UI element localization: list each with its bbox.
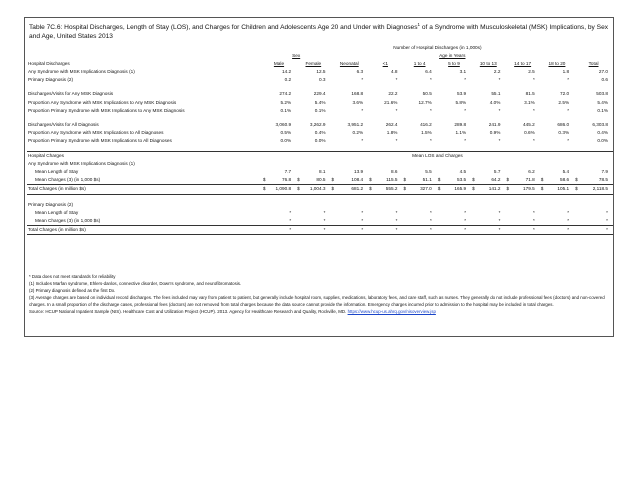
- value-cell: 274.2: [279, 91, 292, 97]
- value-text: 78.5: [598, 177, 608, 183]
- value-cell: [262, 209, 296, 217]
- table-row: [27, 129, 613, 137]
- value-cell: 6,303.8: [592, 121, 608, 127]
- row-label: Proportion Any Syndrome with MSK Implications to Any MSK Diagnosis: [28, 99, 177, 105]
- value-cell: [540, 225, 574, 234]
- value-text: 555.2: [385, 186, 398, 192]
- row-label: Mean Charges (3) (in 1,000 $s): [27, 217, 262, 226]
- value-cell: [574, 217, 613, 226]
- discharge-table: [27, 44, 613, 235]
- column-header: 14 to 17: [514, 61, 532, 67]
- value-text: *: [395, 217, 398, 223]
- value-cell: 0.0%: [280, 137, 292, 143]
- value-text: *: [361, 226, 364, 232]
- dollar-sign: $: [297, 186, 300, 192]
- value-cell: [505, 185, 539, 194]
- value-cell: *: [464, 107, 467, 113]
- value-text: *: [289, 226, 292, 232]
- table-row: [27, 201, 613, 209]
- value-cell: [540, 209, 574, 217]
- value-cell: [437, 209, 471, 217]
- value-cell: *: [532, 107, 535, 113]
- blank-cell: [574, 52, 613, 60]
- value-cell: [262, 176, 296, 185]
- age-header: Age in Years: [439, 53, 466, 59]
- value-cell: [368, 209, 402, 217]
- value-cell: [296, 209, 330, 217]
- source-link[interactable]: https://www.hcup-us.ahrq.gov/nisoverview.jsp: [347, 309, 436, 315]
- value-text: *: [464, 217, 467, 223]
- value-cell: 416.2: [420, 121, 432, 127]
- value-text: *: [464, 226, 467, 232]
- value-cell: 27.0: [598, 69, 608, 75]
- value-text: *: [429, 226, 432, 232]
- section-title: Hospital Discharges: [28, 61, 70, 67]
- value-cell: 0.2: [284, 77, 292, 83]
- value-cell: 2.2: [493, 69, 501, 75]
- table-row: [27, 76, 613, 84]
- dollar-sign: $: [403, 177, 407, 183]
- table-row: [27, 99, 613, 107]
- value-cell: [402, 168, 436, 176]
- value-text: 5.7: [493, 169, 501, 175]
- value-text: *: [323, 226, 326, 232]
- dollar-sign: $: [472, 186, 475, 192]
- table-row: [27, 225, 613, 234]
- dollar-sign: $: [369, 186, 372, 192]
- row-label: Discharges/Visits for Any MSK Diagnosis: [28, 91, 114, 97]
- value-text: 80.5: [316, 177, 326, 183]
- value-text: 8.6: [390, 169, 398, 175]
- value-cell: [574, 176, 613, 185]
- value-cell: *: [498, 137, 501, 143]
- row-label: Any Syndrome with MSK Implications Diagnosis (1): [28, 69, 135, 75]
- table-row: [27, 68, 613, 76]
- value-text: 108.4: [351, 177, 364, 183]
- blank-cell: [27, 44, 262, 52]
- value-cell: [540, 176, 574, 185]
- value-cell: 4.8: [390, 69, 398, 75]
- blank-cell: [27, 52, 262, 60]
- value-cell: [437, 168, 471, 176]
- value-text: 76.8: [282, 177, 292, 183]
- row-label: Mean Length of Stay: [35, 209, 79, 215]
- value-cell: [437, 225, 471, 234]
- value-text: 71.8: [525, 177, 535, 183]
- value-text: *: [289, 217, 292, 223]
- value-cell: [574, 168, 613, 176]
- value-cell: [540, 168, 574, 176]
- table-row: [27, 217, 613, 226]
- value-text: *: [395, 226, 398, 232]
- value-text: 8.1: [318, 169, 326, 175]
- source-text: Source: HCUP National Inpatient Sample (NIS). Healthcare Cost and Utilization Project (HCUP). 2013. Agency for Healthcare Research and Quality, Rockville, MD.: [29, 309, 347, 315]
- value-cell: *: [429, 77, 432, 83]
- value-cell: [437, 217, 471, 226]
- value-cell: [402, 176, 436, 185]
- value-cell: [505, 168, 539, 176]
- value-cell: 72.0: [559, 91, 570, 97]
- value-cell: 445.2: [523, 121, 535, 127]
- value-cell: 21.6%: [384, 99, 398, 105]
- table-title: [29, 20, 611, 41]
- table-row: [27, 90, 613, 98]
- value-cell: [330, 168, 368, 176]
- value-cell: 0.0%: [597, 137, 608, 143]
- value-cell: 0.0%: [314, 137, 326, 143]
- value-text: 6.2: [528, 169, 535, 175]
- value-cell: *: [498, 107, 501, 113]
- value-text: 7.9: [601, 169, 608, 175]
- value-cell: 503.8: [596, 91, 608, 97]
- value-cell: *: [395, 77, 398, 83]
- value-cell: [437, 176, 471, 185]
- dollar-sign: $: [331, 177, 335, 183]
- table-notes: [29, 273, 611, 316]
- column-header: 5 to 9: [448, 61, 460, 67]
- value-cell: 12.5: [316, 69, 326, 75]
- table-row: [27, 160, 613, 168]
- value-cell: *: [567, 107, 570, 113]
- value-cell: [471, 185, 505, 194]
- dollar-sign: $: [262, 186, 266, 192]
- column-header: 1 to 4: [413, 61, 426, 67]
- value-cell: [540, 185, 574, 194]
- value-text: 58.6: [559, 177, 570, 183]
- value-text: *: [361, 217, 364, 223]
- note-1: (1) Includes Marfan syndrome, Ehlers-danlos, connective disorder, Down's syndrome, and neurofibromatosis.: [29, 281, 242, 287]
- value-text: 2,118.5: [592, 186, 608, 192]
- value-cell: 14.2: [282, 69, 292, 75]
- value-text: 1,090.8: [275, 186, 292, 192]
- table-row: [27, 185, 613, 194]
- value-cell: [296, 176, 330, 185]
- value-text: *: [323, 217, 326, 223]
- dollar-sign: $: [575, 186, 578, 192]
- value-cell: [368, 176, 402, 185]
- row-label: Total Charges (in million $s): [27, 185, 262, 194]
- note-reliability: * Data does not meet standards for reliability: [29, 274, 116, 279]
- dollar-sign: $: [506, 186, 510, 192]
- value-cell: 289.8: [454, 121, 467, 127]
- title-text-continued: of a Syndrome with Musculoskeletal (MSK) Implications, by Sex and Age, United States 2013: [29, 24, 609, 41]
- column-header: Total: [588, 61, 599, 67]
- column-header: Neonatal: [339, 61, 359, 67]
- dollar-sign: $: [506, 177, 510, 183]
- title-footnote-marker: 1: [417, 22, 421, 27]
- value-cell: [296, 185, 330, 194]
- value-cell: [262, 225, 296, 234]
- value-cell: [368, 225, 402, 234]
- value-cell: *: [498, 77, 501, 83]
- value-cell: 0.1%: [597, 107, 608, 113]
- value-cell: [330, 209, 368, 217]
- value-text: *: [361, 209, 364, 215]
- table-row: [27, 60, 613, 68]
- value-text: 115.5: [386, 177, 398, 183]
- table-row: [27, 44, 613, 52]
- table-row: [27, 176, 613, 185]
- value-cell: *: [532, 77, 535, 83]
- any-syndrome-label: Any Syndrome with MSK Implications Diagnosis (1): [28, 161, 135, 167]
- value-cell: 0.3%: [558, 129, 570, 135]
- value-cell: 2.5%: [558, 99, 570, 105]
- column-header: Male: [273, 61, 285, 67]
- value-cell: *: [464, 77, 467, 83]
- value-text: 51.1: [422, 177, 432, 183]
- value-text: 327.0: [420, 186, 432, 192]
- value-cell: *: [395, 107, 398, 113]
- value-cell: 6.4: [425, 69, 432, 75]
- value-cell: [296, 217, 330, 226]
- value-cell: [402, 217, 436, 226]
- dollar-sign: $: [403, 186, 407, 192]
- value-cell: *: [429, 107, 432, 113]
- value-cell: [574, 209, 613, 217]
- value-text: *: [606, 209, 608, 215]
- dollar-sign: $: [575, 177, 578, 183]
- table-row: [27, 52, 613, 60]
- value-cell: *: [429, 137, 432, 143]
- value-cell: 4.0%: [489, 99, 501, 105]
- value-cell: 168.8: [351, 91, 364, 97]
- value-cell: 241.9: [488, 121, 501, 127]
- value-cell: 686.0: [557, 121, 570, 127]
- value-cell: [437, 185, 471, 194]
- table-row: [27, 152, 613, 161]
- value-cell: [471, 168, 505, 176]
- value-text: *: [498, 209, 501, 215]
- dollar-sign: $: [262, 177, 266, 183]
- value-cell: 50.5: [422, 91, 432, 97]
- value-text: *: [498, 217, 501, 223]
- value-cell: 0.2%: [352, 129, 364, 135]
- value-text: *: [429, 217, 432, 223]
- value-cell: [296, 225, 330, 234]
- value-cell: 3,951.2: [347, 121, 364, 127]
- value-cell: [262, 185, 296, 194]
- value-text: 13.9: [354, 169, 364, 175]
- value-text: *: [567, 209, 570, 215]
- value-cell: *: [567, 137, 570, 143]
- value-text: *: [395, 209, 398, 215]
- value-cell: 3,060.9: [275, 121, 292, 127]
- value-cell: *: [361, 77, 364, 83]
- row-label: Proportion Primary Syndrome with MSK Implications to All Diagnoses: [28, 137, 172, 143]
- value-text: *: [464, 209, 467, 215]
- value-cell: [296, 168, 330, 176]
- value-text: 7.7: [284, 169, 292, 175]
- value-cell: [330, 185, 368, 194]
- value-text: 4.5: [459, 169, 467, 175]
- value-cell: [368, 217, 402, 226]
- value-cell: 0.1%: [314, 107, 326, 113]
- value-cell: 0.4%: [597, 129, 608, 135]
- value-text: *: [567, 226, 570, 232]
- dollar-sign: $: [437, 186, 441, 192]
- value-cell: 12.7%: [418, 99, 432, 105]
- value-text: 5.5: [425, 169, 432, 175]
- column-header: <1: [382, 61, 388, 67]
- table-row: [27, 209, 613, 217]
- value-cell: 0.6%: [524, 129, 535, 135]
- value-text: 53.5: [457, 177, 467, 183]
- value-cell: 3.1: [459, 69, 467, 75]
- value-cell: 5.8%: [455, 99, 467, 105]
- charges-section-title: Hospital Charges: [27, 152, 262, 161]
- value-cell: 1.8: [562, 69, 570, 75]
- row-label: Discharges/Visits for All Diagnosis: [28, 121, 99, 127]
- value-text: 165.9: [454, 186, 467, 192]
- value-cell: *: [361, 107, 364, 113]
- value-cell: [330, 217, 368, 226]
- value-text: 141.2: [488, 186, 501, 192]
- row-label: Proportion Any Syndrome with MSK Implications to All Diagnoses: [28, 129, 164, 135]
- value-cell: 22.2: [388, 91, 398, 97]
- group-header: Number of Hospital Discharges (in 1,000s): [393, 45, 482, 50]
- value-text: *: [606, 217, 608, 223]
- value-text: *: [532, 226, 535, 232]
- row-label: Mean Charges (3) (in 1,000 $s): [27, 176, 262, 185]
- table-row: [27, 107, 613, 115]
- value-cell: 81.5: [525, 91, 535, 97]
- value-cell: [540, 217, 574, 226]
- dollar-sign: $: [472, 177, 475, 183]
- value-cell: 0.4%: [314, 129, 326, 135]
- row-label: Proportion Primary Syndrome with MSK Implications to Any MSK Diagnosis: [28, 107, 185, 113]
- value-cell: 3.6%: [352, 99, 364, 105]
- note-2: (2) Primary diagnosis defined as the first Dx.: [29, 288, 116, 294]
- value-cell: 1.1%: [455, 129, 467, 135]
- value-text: 179.5: [523, 186, 535, 192]
- dollar-sign: $: [437, 177, 441, 183]
- dollar-sign: $: [331, 186, 335, 192]
- value-cell: *: [464, 137, 467, 143]
- value-cell: 3,262.9: [309, 121, 326, 127]
- value-cell: [262, 217, 296, 226]
- value-cell: 3.1%: [524, 99, 535, 105]
- column-header: 18 to 20: [548, 61, 566, 67]
- dollar-sign: $: [297, 177, 300, 183]
- table-row: [27, 168, 613, 176]
- row-label: Primary Diagnosis (2): [28, 77, 74, 83]
- value-cell: [574, 225, 613, 234]
- value-text: *: [429, 209, 432, 215]
- value-cell: [505, 217, 539, 226]
- value-text: 105.1: [557, 186, 570, 192]
- value-text: 681.2: [351, 186, 364, 192]
- value-text: *: [606, 226, 608, 232]
- value-text: 1,004.3: [309, 186, 326, 192]
- value-text: *: [289, 209, 292, 215]
- value-text: *: [532, 217, 535, 223]
- value-cell: *: [567, 77, 570, 83]
- value-text: 5.4: [562, 169, 570, 175]
- value-cell: [402, 209, 436, 217]
- value-cell: [505, 176, 539, 185]
- value-cell: 5.4%: [314, 99, 326, 105]
- value-cell: 53.9: [457, 91, 467, 97]
- value-cell: [471, 209, 505, 217]
- value-text: *: [323, 209, 326, 215]
- value-text: *: [532, 209, 535, 215]
- note-3: (3) Average charges are based on individual record discharges. The fees included may vary from patient to patient, but generally include hospital room, supplies, medications, laboratory fees, and care staff, such as nurses. They generally do not include professional fees (doctors) and non-covered charges. In a small proportion of the discharge cases, professional fees (doctors) are not removed from total charges because the data source cannot provide the information. Emergency charges incurred prior to admission to the hospital may be included in total charges.: [29, 295, 605, 308]
- value-cell: [402, 185, 436, 194]
- value-cell: [368, 168, 402, 176]
- value-cell: *: [532, 137, 535, 143]
- dollar-sign: $: [540, 177, 544, 183]
- value-cell: 1.5%: [421, 129, 432, 135]
- dollar-sign: $: [369, 177, 372, 183]
- sex-header: Sex: [292, 53, 301, 59]
- value-cell: 0.1%: [280, 107, 292, 113]
- value-text: *: [567, 217, 570, 223]
- table-row: [27, 137, 613, 145]
- value-cell: 229.4: [313, 91, 326, 97]
- value-cell: [471, 176, 505, 185]
- note-source: [29, 308, 611, 315]
- value-cell: [505, 209, 539, 217]
- table-row: [27, 121, 613, 129]
- value-cell: [505, 225, 539, 234]
- value-cell: [574, 185, 613, 194]
- column-header: Female: [305, 61, 322, 67]
- primary-label: Primary Diagnosis (2): [28, 201, 74, 207]
- value-cell: [471, 217, 505, 226]
- value-cell: 0.9%: [489, 129, 501, 135]
- title-text: Table 7C.6: Hospital Discharges, Length of Stay (LOS), and Charges for Children and Adolescents Age 20 and Under with Diagnoses: [29, 24, 418, 32]
- value-cell: [368, 185, 402, 194]
- row-label: Total Charges (in million $s): [27, 225, 262, 234]
- dollar-sign: $: [540, 186, 544, 192]
- value-cell: [262, 168, 296, 176]
- value-cell: 5.4%: [597, 99, 608, 105]
- value-cell: [402, 225, 436, 234]
- value-cell: 0.3: [318, 77, 326, 83]
- value-cell: 5.2%: [280, 99, 292, 105]
- value-cell: [330, 225, 368, 234]
- value-cell: 0.6: [601, 77, 608, 83]
- value-cell: 2.5: [528, 69, 535, 75]
- row-label: Mean Length of Stay: [35, 169, 79, 175]
- value-cell: 262.4: [385, 121, 398, 127]
- mean-los-header: Mean LOS and Charges: [262, 152, 613, 161]
- value-cell: 6.3: [356, 69, 364, 75]
- value-cell: *: [395, 137, 398, 143]
- value-cell: 0.5%: [280, 129, 292, 135]
- value-text: *: [498, 226, 501, 232]
- value-cell: [471, 225, 505, 234]
- value-cell: 1.8%: [386, 129, 398, 135]
- value-cell: 55.1: [491, 91, 501, 97]
- value-cell: [330, 176, 368, 185]
- column-header: 10 to 13: [479, 61, 497, 67]
- value-cell: *: [361, 137, 364, 143]
- value-text: 64.2: [491, 177, 501, 183]
